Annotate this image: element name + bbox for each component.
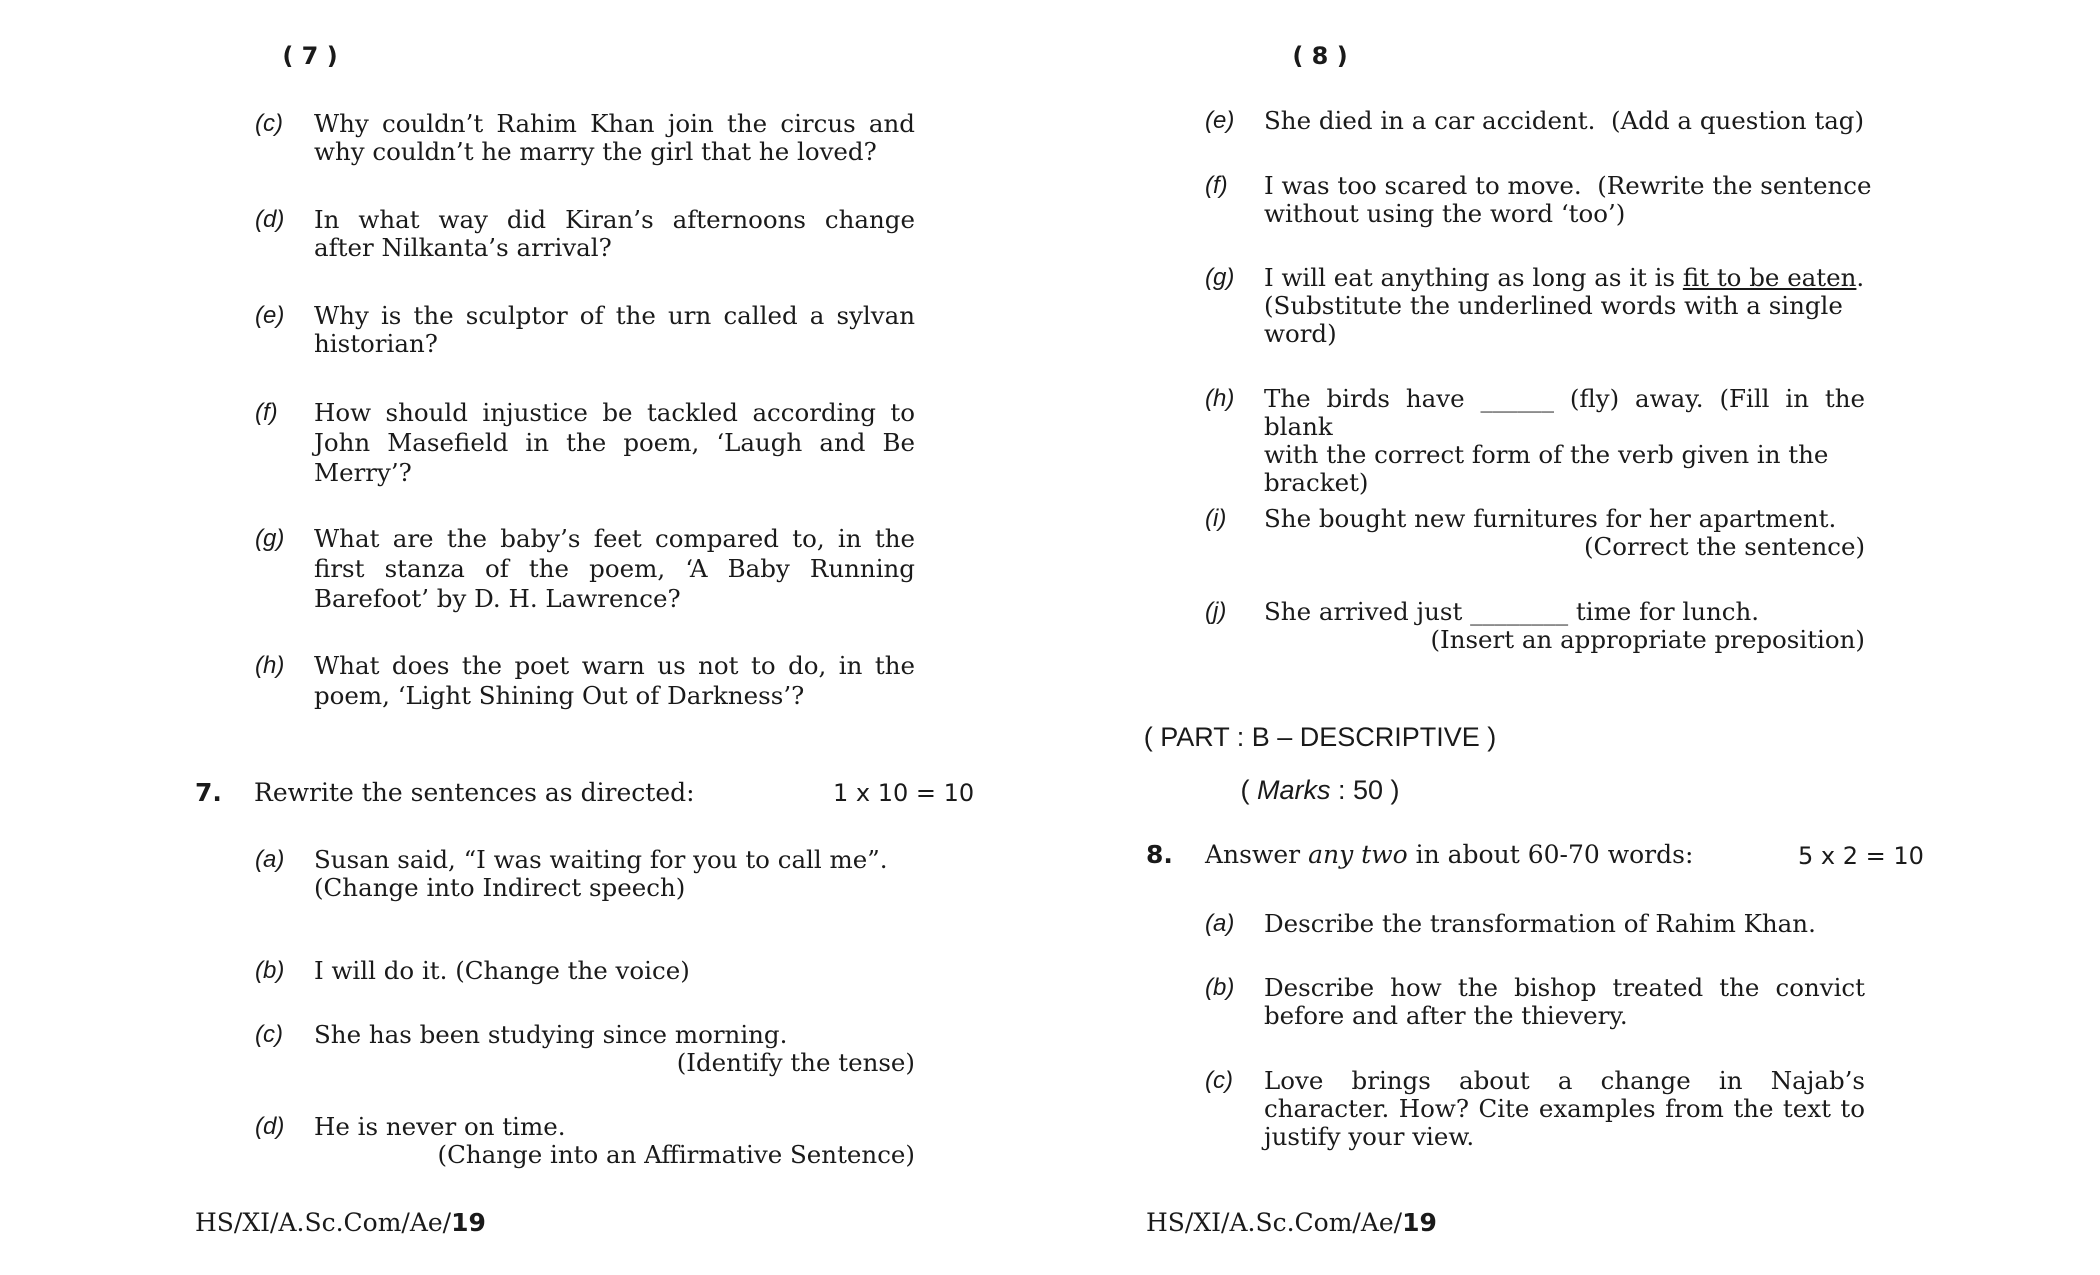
question-marks: 1 x 10 = 10 xyxy=(833,779,975,807)
item-label: (f) xyxy=(255,399,278,426)
item-label: (a) xyxy=(1205,910,1235,937)
item-text-line3: word) xyxy=(1264,319,1337,348)
item-text: What does the poet warn us not to do, in the poem, ‘Light Shining Out of Darkness’? xyxy=(314,651,915,710)
item-label: (g) xyxy=(255,525,285,552)
item-text: How should injustice be tackled according to John Masefield in the poem, ‘Laugh and Be Merry’? xyxy=(314,398,915,487)
item-label: (d) xyxy=(255,1113,285,1140)
item-label: (h) xyxy=(255,652,285,679)
item-text: She arrived just ________ time for lunch. xyxy=(1264,597,1760,626)
item-label: (h) xyxy=(1205,385,1235,412)
item-text: In what way did Kiran’s afternoons change after Nilkanta’s arrival? xyxy=(314,205,915,262)
item-text: Why couldn’t Rahim Khan join the circus and why couldn’t he marry the girl that he loved? xyxy=(314,109,915,166)
item-text-line2: without using the word ‘too’) xyxy=(1264,199,1626,228)
item-text: He is never on time. xyxy=(314,1112,566,1141)
part-heading: ( PART : B – DESCRIPTIVE ) xyxy=(1143,722,1497,752)
item-instruction: (Change into an Affirmative Sentence) xyxy=(437,1140,915,1169)
item-text: I will do it. (Change the voice) xyxy=(314,956,690,985)
item-text: She has been studying since morning. xyxy=(314,1020,788,1049)
item-text: I will eat anything as long as it is xyxy=(1264,263,1683,292)
marks-word: Marks xyxy=(1256,775,1331,805)
item-label: (a) xyxy=(255,846,285,873)
item-text: Describe how the bishop treated the convict before and after the thievery. xyxy=(1264,973,1865,1030)
item-text: Describe the transformation of Rahim Khan. xyxy=(1264,909,1816,938)
item-label: (b) xyxy=(1205,974,1235,1001)
item-label: (g) xyxy=(1205,264,1235,291)
item-label: (i) xyxy=(1205,505,1227,532)
footer-code: HS/XI/A.Sc.Com/Ae/ xyxy=(195,1208,452,1237)
item-text: What are the baby’s feet compared to, in the first stanza of the poem, ‘A Baby Running Barefoot’ by D. H. Lawrence? xyxy=(314,524,915,613)
item-text-line3: bracket) xyxy=(1264,468,1369,497)
footer-year: 19 xyxy=(1402,1208,1437,1237)
item-instruction: (Change into Indirect speech) xyxy=(314,873,686,902)
page-footer xyxy=(195,1208,486,1237)
item-instruction: (Insert an appropriate preposition) xyxy=(1430,625,1865,654)
item-text: Susan said, “I was waiting for you to call me”. xyxy=(314,845,888,874)
item-text: The birds have ______ (fly) away. (Fill in the blank xyxy=(1264,384,1865,441)
item-label: (c) xyxy=(255,1021,283,1048)
item-label: (b) xyxy=(255,957,285,984)
item-label: (c) xyxy=(255,110,283,137)
marks-heading: ( Marks : 50 ) xyxy=(1240,775,1400,805)
page-number: ( 8 ) xyxy=(1292,42,1348,70)
item-label: (c) xyxy=(1205,1067,1233,1094)
question-number: 7. xyxy=(195,778,222,807)
underlined-words: fit to be eaten xyxy=(1682,263,1857,292)
item-text-end: . xyxy=(1856,263,1865,292)
item-text: She bought new furnitures for her apartment. xyxy=(1264,504,1837,533)
question-text: Answer any two in about 60-70 words: xyxy=(1205,840,1694,869)
item-instruction: (Identify the tense) xyxy=(676,1048,915,1077)
page-number: ( 7 ) xyxy=(282,42,338,70)
footer-code: HS/XI/A.Sc.Com/Ae/ xyxy=(1146,1208,1403,1237)
item-label: (e) xyxy=(1205,107,1235,134)
right-page xyxy=(1050,0,2100,1275)
item-text-line2: with the correct form of the verb given in the xyxy=(1264,440,1829,469)
item-text: She died in a car accident. (Add a question tag) xyxy=(1264,106,1865,135)
question-number: 8. xyxy=(1146,840,1173,869)
emphasis-text: any two xyxy=(1308,840,1408,869)
page-footer xyxy=(1146,1208,1437,1237)
item-label: (j) xyxy=(1205,598,1227,625)
question-text: Rewrite the sentences as directed: xyxy=(254,778,695,807)
item-label: (f) xyxy=(1205,172,1228,199)
question-marks: 5 x 2 = 10 xyxy=(1798,842,1924,870)
item-label: (d) xyxy=(255,206,285,233)
item-text: Love brings about a change in Najab’s character. How? Cite examples from the text to justify your view. xyxy=(1264,1066,1865,1151)
footer-year: 19 xyxy=(451,1208,486,1237)
item-text: I was too scared to move. (Rewrite the sentence xyxy=(1264,171,1872,200)
item-text-line2: (Substitute the underlined words with a single xyxy=(1264,291,1843,320)
item-instruction: (Correct the sentence) xyxy=(1584,532,1865,561)
item-text: Why is the sculptor of the urn called a sylvan historian? xyxy=(314,301,915,358)
item-label: (e) xyxy=(255,302,285,329)
